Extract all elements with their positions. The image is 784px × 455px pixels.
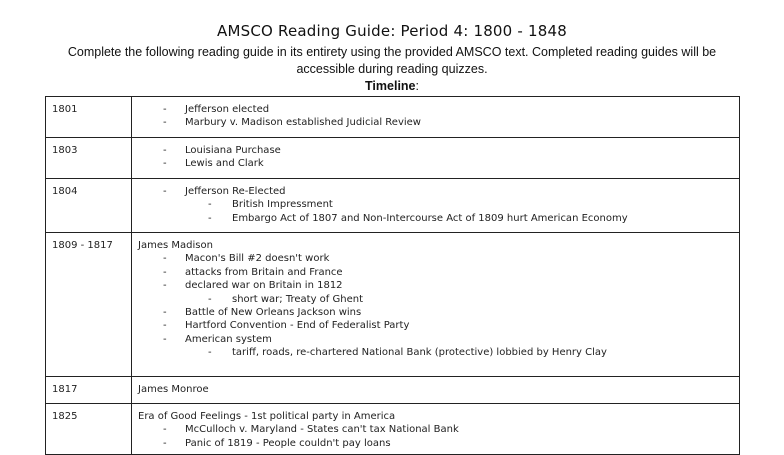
event-line: - attacks from Britain and France [163,266,343,278]
bullet-dash: - [163,253,167,265]
event-line: - Jefferson elected [163,104,270,115]
bullet-dash: - [208,199,212,211]
year-cell: 1817 [46,377,132,404]
bullet-dash: - [163,307,167,319]
event-line: - Battle of New Orleans Jackson wins [163,307,362,319]
table-row [46,97,740,138]
events-cell [132,404,740,455]
bullet-dash: - [163,158,167,170]
events-cell [132,233,740,377]
event-line: - McCulloch v. Maryland - States can't tax National Bank [163,424,459,436]
bullet-dash: - [163,320,167,332]
timeline-label: Timeline [365,79,416,93]
year-cell: 1801 [46,97,132,138]
instructions-text: Complete the following reading guide in its entirety using the provided AMSCO text. Completed reading guides will be accessible during reading quizzes. [67,45,717,76]
event-line: - American system [163,333,272,345]
event-line: - declared war on Britain in 1812 [163,280,343,292]
event-heading: Era of Good Feelings - 1st political party in America [138,411,396,422]
event-line: - Louisiana Purchase [163,145,281,156]
event-subline: - short war; Treaty of Ghent [208,293,363,305]
event-line: - Marbury v. Madison established Judicial Review [163,117,421,129]
table-row [46,404,740,455]
year-cell: 1809 - 1817 [46,233,132,377]
bullet-dash: - [208,212,212,224]
timeline-colon: : [415,79,419,93]
table-row [46,138,740,179]
table-row [46,377,740,404]
events-cell [132,179,740,233]
year-cell: 1803 [46,138,132,179]
bullet-dash: - [163,186,167,197]
year-cell: 1804 [46,179,132,233]
event-subline: - British Impressment [208,199,333,211]
events-cell [132,377,740,404]
event-line: - Hartford Convention - End of Federalist Party [163,320,410,332]
event-line: - Macon's Bill #2 doesn't work [163,253,330,265]
events-cell [132,138,740,179]
bullet-dash: - [163,333,167,345]
timeline-heading [0,79,784,93]
event-subline: - Embargo Act of 1807 and Non-Intercourse Act of 1809 hurt American Economy [208,212,628,224]
bullet-dash: - [163,437,167,449]
bullet-dash: - [208,293,212,305]
bullet-dash: - [163,104,167,115]
table-row [46,233,740,377]
bullet-dash: - [163,117,167,129]
event-heading: James Monroe [138,384,209,395]
timeline-table [45,96,740,455]
bullet-dash: - [163,145,167,156]
bullet-dash: - [163,266,167,278]
event-heading: James Madison [138,240,213,251]
event-line: - Panic of 1819 - People couldn't pay loans [163,437,391,449]
event-line: - Lewis and Clark [163,158,264,170]
bullet-dash: - [163,424,167,436]
table-row [46,179,740,233]
events-cell [132,97,740,138]
bullet-dash: - [163,280,167,292]
year-cell: 1825 [46,404,132,455]
page-title: AMSCO Reading Guide: Period 4: 1800 - 1848 [217,22,567,40]
event-subline: - tariff, roads, re-chartered National Bank (protective) lobbied by Henry Clay [208,347,607,359]
bullet-dash: - [208,347,212,359]
event-line: - Jefferson Re-Elected [163,186,286,197]
